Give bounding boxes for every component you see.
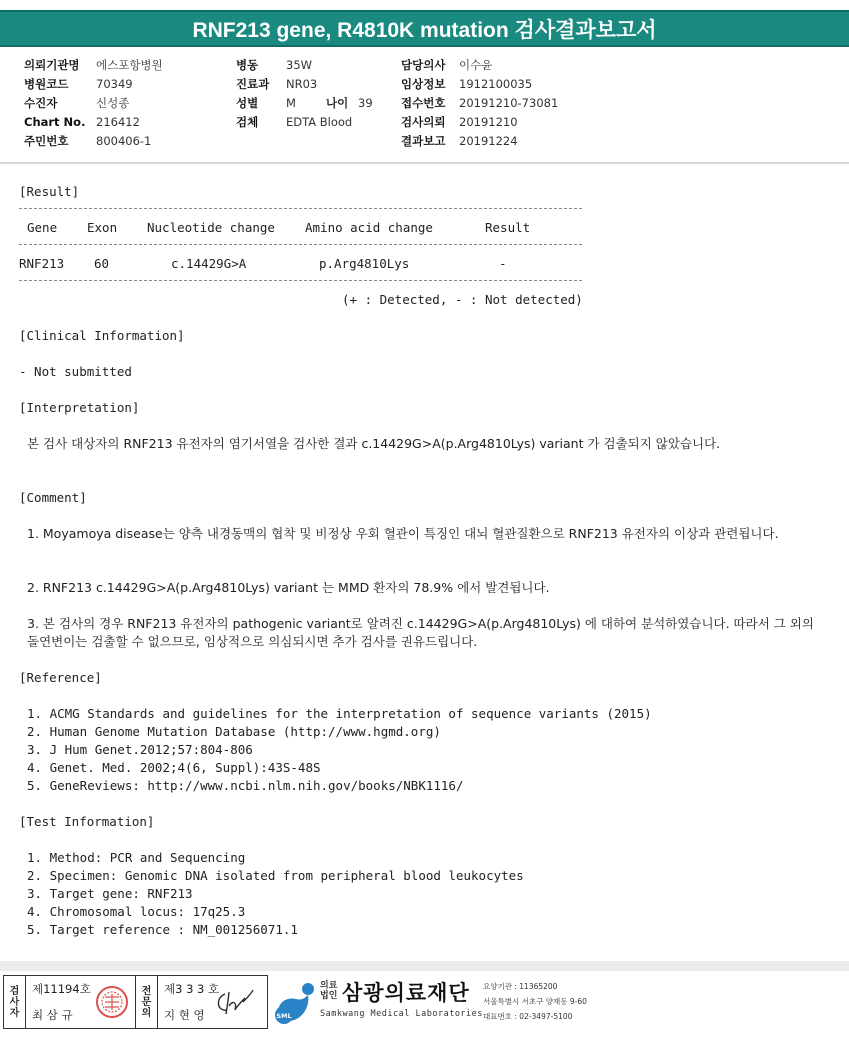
test-info-item: 2. Specimen: Genomic DNA isolated from peripheral blood leukocytes xyxy=(27,868,524,883)
examiner-license-no: 제11194호 xyxy=(32,982,91,996)
section-clinical-title: [Clinical Information] xyxy=(19,328,185,343)
info-label: Chart No. xyxy=(24,115,86,129)
sml-logo-text: SML xyxy=(276,1012,292,1020)
info-row xyxy=(401,132,558,151)
cell-result: - xyxy=(499,256,507,271)
clinical-text: - Not submitted xyxy=(19,364,132,379)
corp-label-line: 법인 xyxy=(320,991,338,1001)
info-label: 임상정보 xyxy=(401,77,446,91)
info-row xyxy=(236,56,373,75)
col-header-nucleotide: Nucleotide change xyxy=(147,220,275,235)
examiner-vertical-label xyxy=(4,976,26,1028)
cell-nucleotide: c.14429G>A xyxy=(171,256,247,271)
info-label: 주민번호 xyxy=(24,134,69,148)
specialist-license-no: 제3 3 3 호 xyxy=(164,982,220,996)
specialist-char: 의 xyxy=(141,1007,152,1019)
reference-item: 5. GeneReviews: http://www.ncbi.nlm.nih.gov/books/NBK1116/ xyxy=(27,778,464,793)
comment-item: 2. RNF213 c.14429G>A(p.Arg4810Lys) variant 는 MMD 환자의 78.9% 에서 발견됩니다. xyxy=(27,580,550,595)
reference-item: 4. Genet. Med. 2002;4(6, Suppl):43S-48S xyxy=(27,760,321,775)
examiner-cell xyxy=(26,976,136,1028)
info-label: 병원코드 xyxy=(24,77,69,91)
table-divider xyxy=(19,280,582,281)
info-label: 성별 xyxy=(236,96,259,110)
report-footer xyxy=(0,973,849,1035)
official-seal-icon xyxy=(95,985,129,1019)
info-row xyxy=(236,75,373,94)
info-row xyxy=(24,94,163,113)
col-header-result: Result xyxy=(485,220,531,235)
age-value: 39 xyxy=(358,96,373,110)
patient-info-col1 xyxy=(24,56,163,151)
examiner-char: 검 xyxy=(9,985,20,997)
info-row xyxy=(401,75,558,94)
specialist-cell xyxy=(158,976,267,1028)
examiner-name: 최 삼 규 xyxy=(32,1008,73,1022)
section-test-info-title: [Test Information] xyxy=(19,814,155,829)
corp-label-line: 의료 xyxy=(320,981,338,991)
lab-info-line: 대표번호 : 02-3497-5100 xyxy=(483,1012,573,1021)
result-legend: (+ : Detected, - : Not detected) xyxy=(342,292,583,307)
test-info-item: 1. Method: PCR and Sequencing xyxy=(27,850,246,865)
lab-info-line: 서울특별시 서초구 양재동 9-60 xyxy=(483,997,587,1006)
info-label: 결과보고 xyxy=(401,134,446,148)
info-value: 에스포항병원 xyxy=(96,58,163,72)
age-label: 나이 xyxy=(326,96,349,110)
test-info-item: 4. Chromosomal locus: 17q25.3 xyxy=(27,904,246,919)
info-value: 20191210-73081 xyxy=(459,96,559,110)
info-row xyxy=(401,94,558,113)
section-comment-title: [Comment] xyxy=(19,490,87,505)
info-label: 진료과 xyxy=(236,77,270,91)
col-header-amino-acid: Amino acid change xyxy=(305,220,433,235)
patient-info-col3 xyxy=(401,56,558,151)
info-value: 이수윤 xyxy=(459,58,493,72)
info-value: 20191210 xyxy=(459,115,518,129)
info-label: 수진자 xyxy=(24,96,58,110)
info-row xyxy=(24,75,163,94)
info-value: 1912100035 xyxy=(459,77,533,91)
comment-item: 3. 본 검사의 경우 RNF213 유전자의 pathogenic variant로 알려진 c.14429G>A(p.Arg4810Lys) 에 대하여 분석하였습니다. 따라서 그 외의 돌연변이는 검출할 수 없으므로, 임상적으로 의심되시면 추가 검사를 권유드립니다. xyxy=(27,616,814,649)
info-row xyxy=(24,113,163,132)
cell-exon: 60 xyxy=(94,256,110,271)
info-label: 병동 xyxy=(236,58,259,72)
info-value: 800406-1 xyxy=(96,134,152,148)
reference-item: 1. ACMG Standards and guidelines for the interpretation of sequence variants (2015) xyxy=(27,706,652,721)
sml-logo-icon xyxy=(270,979,320,1029)
corp-label xyxy=(320,981,340,1001)
info-row xyxy=(401,113,558,132)
info-label: 접수번호 xyxy=(401,96,446,110)
test-info-item: 5. Target reference : NM_001256071.1 xyxy=(27,922,298,937)
signature-box xyxy=(3,975,268,1029)
info-value: 35W xyxy=(286,58,313,72)
footer-divider xyxy=(0,961,849,971)
reference-item: 3. J Hum Genet.2012;57:804-806 xyxy=(27,742,253,757)
info-value: 20191224 xyxy=(459,134,518,148)
reference-item: 2. Human Genome Mutation Database (http://www.hgmd.org) xyxy=(27,724,441,739)
test-info-item: 3. Target gene: RNF213 xyxy=(27,886,193,901)
cell-gene: RNF213 xyxy=(19,256,65,271)
col-header-exon: Exon xyxy=(87,220,118,235)
lab-contact-info xyxy=(483,979,587,1024)
info-row xyxy=(24,132,163,151)
interpretation-text: 본 검사 대상자의 RNF213 유전자의 염기서열을 검사한 결과 c.14429G>A(p.Arg4810Lys) variant 가 검출되지 않았습니다. xyxy=(27,436,721,451)
handwritten-signature-icon xyxy=(213,984,257,1020)
specialist-vertical-label xyxy=(136,976,158,1028)
specialist-char: 문 xyxy=(141,996,152,1008)
specialist-name: 지 현 영 xyxy=(164,1008,205,1022)
section-reference-title: [Reference] xyxy=(19,670,102,685)
section-interpretation-title: [Interpretation] xyxy=(19,400,140,415)
examiner-char: 사 xyxy=(9,996,20,1008)
info-value: 신성종 xyxy=(96,96,130,110)
cell-amino-acid: p.Arg4810Lys xyxy=(319,256,410,271)
info-value: 70349 xyxy=(96,77,133,91)
info-label: 담당의사 xyxy=(401,58,446,72)
info-value: EDTA Blood xyxy=(286,115,353,129)
info-row xyxy=(236,94,373,113)
info-label: 의뢰기관명 xyxy=(24,58,80,72)
comment-item: 1. Moyamoya disease는 양측 내경동맥의 협착 및 비정상 우회 혈관이 특징인 대뇌 혈관질환으로 RNF213 유전자의 이상과 관련됩니다. xyxy=(27,526,779,541)
table-divider xyxy=(19,208,582,209)
examiner-char: 자 xyxy=(9,1007,20,1019)
section-result-title: [Result] xyxy=(19,184,80,199)
info-value: NR03 xyxy=(286,77,318,91)
header-divider xyxy=(0,162,849,164)
info-value: M xyxy=(286,96,296,110)
report-title: RNF213 gene, R4810K mutation 검사결과보고서 xyxy=(0,10,849,47)
info-row xyxy=(401,56,558,75)
info-label: 검사의뢰 xyxy=(401,115,446,129)
table-divider xyxy=(19,244,582,245)
lab-name-korean: 삼광의료재단 xyxy=(342,981,470,1005)
info-row xyxy=(24,56,163,75)
col-header-gene: Gene xyxy=(27,220,58,235)
info-label: 검체 xyxy=(236,115,259,129)
patient-info-col2 xyxy=(236,56,373,132)
lab-name-english: Samkwang Medical Laboratories xyxy=(320,1009,483,1019)
lab-info-line: 요양기관 : 11365200 xyxy=(483,982,558,991)
specialist-char: 전 xyxy=(141,985,152,997)
info-value: 216412 xyxy=(96,115,140,129)
info-row xyxy=(236,113,373,132)
